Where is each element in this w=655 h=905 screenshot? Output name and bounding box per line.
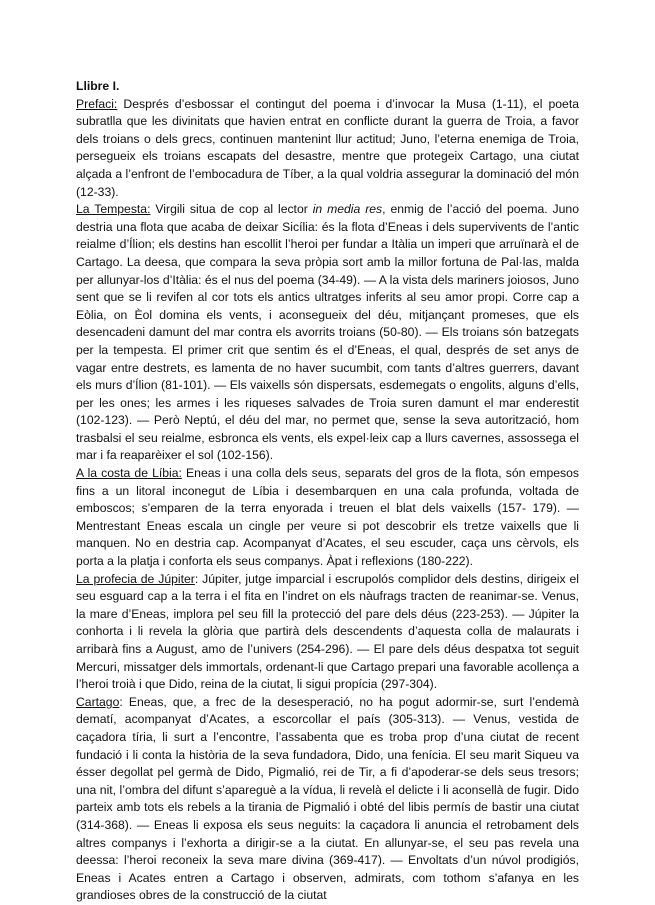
- section-cartago: [76, 694, 579, 905]
- section-italic-phrase: in media res: [312, 202, 383, 217]
- section-prefaci: [76, 96, 579, 202]
- section-text: : Júpiter, jutge imparcial i escrupolós complidor dels destins, dirigeix el seu esguard cap a la terra i el fita en l’indret on els nàufrags tracten de reanimar-se. Venus, la mare d’Eneas, implora pel seu fill la protecció del pare dels déus (223-253). — Júpiter la conhorta i li revela la glòria que partirà dels descendents d’aquesta colla de malaurats i arribarà fins a August, amo de l’univers (254-296). — El pare dels déus despatxa tot seguit Mercuri, missatger dels immortals, ordenant-li que Cartago prepari una favorable acollença a l’heroi troià i que Dido, reina de la ciutat, li sigui propícia (297-304).: [76, 571, 579, 692]
- section-heading: A la costa de Líbia:: [76, 466, 182, 481]
- document-page: [76, 78, 579, 905]
- section-heading: Cartago: [76, 694, 120, 709]
- section-text: Després d’esbossar el contingut del poema i d’invocar la Musa (1-11), el poeta subratlla que les divinitats que havien entrat en conflicte durant la guerra de Troia, a favor dels troians o dels grecs, continuen mantenint llur actitud; Juno, l’eterna enemiga de Troia, persegueix els troians escapats del desastre, mentre que protegeix Cartago, una ciutat alçada a l’enfront de l’embocadura de Tíber, a la qual voldria assegurar la dominació del món (12-33).: [76, 96, 579, 199]
- section-profecia-jupiter: [76, 571, 579, 694]
- book-title: Llibre I.: [76, 79, 120, 93]
- section-heading: Prefaci:: [76, 96, 118, 111]
- section-heading: La Tempesta:: [76, 202, 151, 217]
- section-text: Eneas i una colla dels seus, separats del gros de la flota, són empesos fins a un litoral inconegut de Líbia i desembarquen en una cala profunda, voltada de emboscos; s’emparen de la terra enyorada i treuen el blat dels vaixells (157- 179). — Mentrestant Eneas escala un cingle per veure si pot descobrir els tretze vaixells que li manquen. No en destria cap. Acompanyat d’Acates, el seu escuder, caça uns cèrvols, els porta a la platja i conforta els seus companys. Àpat i reflexions (180-222).: [76, 466, 579, 569]
- section-heading: La profecia de Júpiter: [76, 571, 195, 586]
- section-tempesta: [76, 201, 579, 465]
- section-text: : Eneas, que, a frec de la desesperació, no ha pogut adormir-se, surt l’endemà dematí, acompanyat d’Acates, a escorcollar el país (305-313). — Venus, vestida de caçadora tíria, li surt a l’encontre, l’assabenta que es troba prop d’una ciutat de recent fundació i li conta la història de la seva fundadora, Dido, una fenícia. El seu marit Siqueu va ésser degollat pel germà de Dido, Pigmalió, rei de Tir, a fi d’apoderar-se dels seus tresors; una nit, l’ombra del difunt s’apareguè a la vídua, li revelà el delicte i li aconsellà de fugir. Dido parteix amb tots els rebels a la tirania de Pigmalió i obté del libis permís de bastir una ciutat (314-368). — Eneas li exposa els seus neguits: la caçadora li anuncia el retrobament dels altres companys i l’exhorta a dirigir-se a la ciutat. En allunyar-se, el seu pas revela una deessa: l’heroi reconeix la seva mare divina (369-417). — Envoltats d’un núvol prodigiós, Eneas i Acates entren a Cartago i observen, admirats, com tothom s’afanya en les grandioses obres de la construcció de la ciutat: [76, 694, 579, 903]
- section-text: Virgili situa de cop al lector: [150, 202, 313, 217]
- section-text: , enmig de l’acció del poema. Juno destria una flota que acaba de deixar Sicília: és la flota d’Eneas i dels supervivents de l’antic reialme d’Ílion; els destins han escollit l’heroi per fundar a Itàlia un imperi que arruïnarà el de Cartago. La deesa, que compara la seva pròpia sort amb la millor fortuna de Pal·las, malda per allunyar-los d’Itàlia: és el nus del poema (34-49). — A la vista dels mariners joiosos, Juno sent que se li revifen al cor tots els antics ultratges inferits al seu amor propi. Corre cap a Eòlia, on Èol domina els vents, i aconsegueix del déu, mitjançant promeses, que els desencadeni damunt del mar contra els avorrits troians (50-80). — Els troians són batzegats per la tempesta. El primer crit que sentim és el d’Eneas, el qual, després de set anys de vagar entre destrets, es lamenta de no haver sucumbit, com tants d’altres guerrers, davant els murs d’Ílion (81-101). — Els vaixells són dispersats, esdemegats o engolits, alguns d’ells, per les ones; les armes i les riqueses salvades de Troia suren damunt el mar enderestit (102-123). — Però Neptú, el déu del mar, no permet que, sense la seva autorització, hom trasbalsi el seu reialme, esbronca els vents, els expel·leix cap a llurs cavernes, assossega el mar i fa reaparèixer el sol (102-156).: [76, 202, 579, 463]
- section-costa-libia: [76, 465, 579, 571]
